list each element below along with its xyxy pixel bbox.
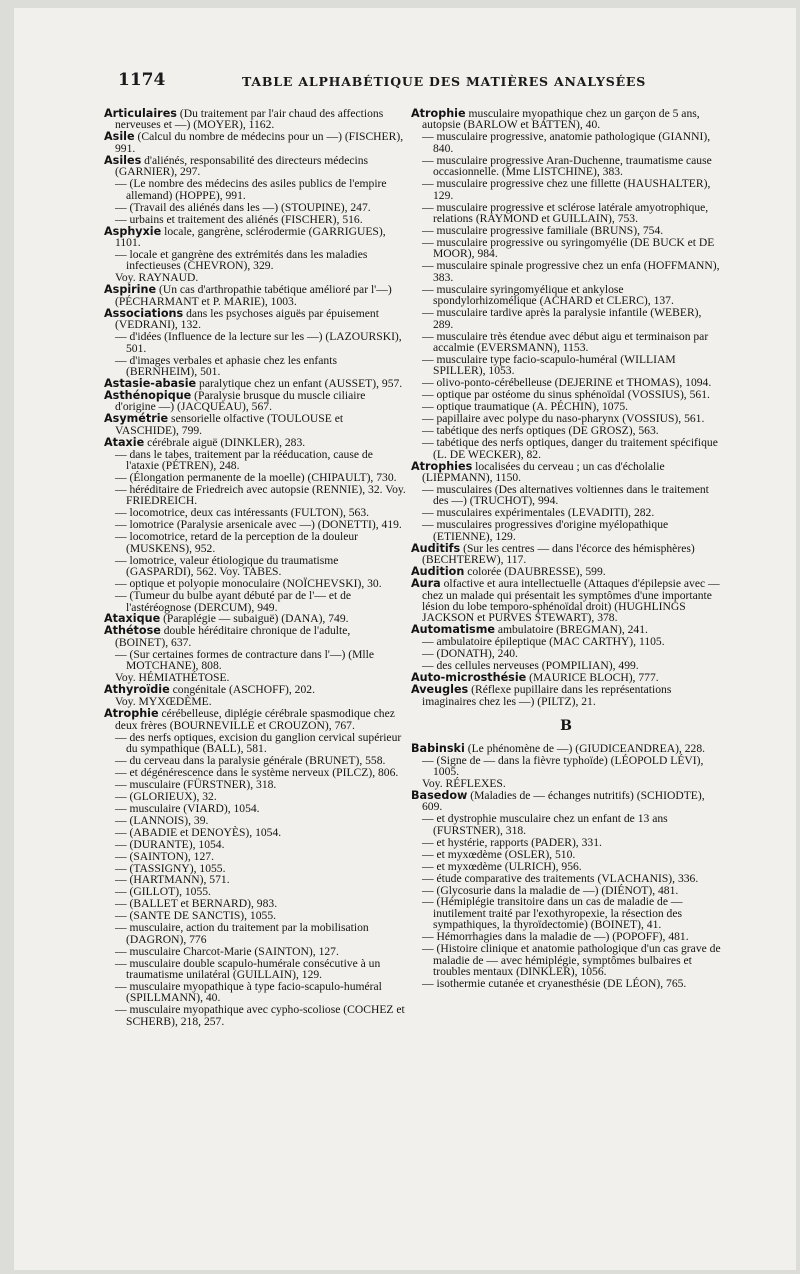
entry-text: — (BALLET et BERNARD), 983. xyxy=(115,897,278,911)
index-subentry xyxy=(411,401,721,412)
entry-headword: Atrophie xyxy=(104,707,159,721)
entry-text: — papillaire avec polype du naso-pharynx (VOSSIUS), 561. xyxy=(422,412,705,426)
index-entry xyxy=(104,108,406,131)
entry-text: — optique par ostéome du sinus sphénoïdal (VOSSIUS), 561. xyxy=(422,388,710,402)
entry-text: — musculaire progressive Aran-Duchenne, traumatisme cause occasionnelle. (Mme LISTCHINE), 383. xyxy=(422,153,712,179)
index-subentry xyxy=(104,958,406,981)
entry-headword: Asymétrie xyxy=(104,412,169,426)
entry-headword: Audition xyxy=(411,565,465,579)
entry-text: Voy. RAYNAUD. xyxy=(115,271,199,285)
index-subentry xyxy=(411,413,721,424)
entry-text: — tabétique des nerfs optiques, danger du traitement spécifique (L. DE WECKER), 82. xyxy=(422,436,718,461)
index-subentry xyxy=(104,898,406,909)
index-column-left xyxy=(104,108,406,1028)
index-subentry xyxy=(411,636,721,647)
entry-text: colorée (DAUBRESSE), 599. xyxy=(464,565,606,579)
index-entry xyxy=(104,613,406,624)
running-title: TABLE ALPHABÉTIQUE DES MATIÈRES ANALYSÉES xyxy=(242,74,647,89)
index-subentry xyxy=(104,791,406,802)
entry-headword: Aveugles xyxy=(411,683,469,697)
index-subentry xyxy=(104,863,406,874)
entry-headword: Athétose xyxy=(104,624,161,638)
index-subentry xyxy=(104,886,406,897)
entry-headword: Aura xyxy=(411,577,441,591)
index-subentry xyxy=(104,803,406,814)
index-subentry xyxy=(411,873,721,884)
index-entry xyxy=(411,790,721,813)
index-entry xyxy=(411,672,721,683)
index-subentry xyxy=(104,214,406,225)
index-subentry xyxy=(411,778,721,789)
index-subentry xyxy=(411,849,721,860)
entry-text: — musculaires (Des alternatives voltiennes dans le traitement des —) (TRUCHOT), 994. xyxy=(422,483,709,508)
entry-text: (MAURICE BLOCH), 777. xyxy=(526,671,659,685)
entry-headword: Asiles xyxy=(104,153,142,167)
index-subentry xyxy=(104,815,406,826)
entry-text: — musculaire myopathique à type facio-scapulo-huméral (SPILLMANN), 40. xyxy=(115,980,382,1005)
entry-text: — (SANTE DE SANCTIS), 1055. xyxy=(115,909,277,923)
entry-text: — (Le nombre des médecins des asiles publics de l'empire allemand) (HOPPE), 991. xyxy=(115,177,387,202)
entry-text: Voy. HÉMIATHÉTOSE. xyxy=(115,671,230,685)
entry-text: olfactive et aura intellectuelle (Attaques d'épilepsie avec — chez un malade qui présentait les symptômes d'une importante lésion du lobe temporo-sphénoïdal droit) (HUGHLINGS JACKSON et PURVES STEWART), 378. xyxy=(422,577,720,625)
index-subentry xyxy=(104,767,406,778)
entry-text: — locale et gangrène des extrémités dans les maladies infectieuses (CHEVRON), 329. xyxy=(115,247,368,273)
entry-text: Voy. MYXŒDÈME. xyxy=(115,695,212,709)
index-subentry xyxy=(411,178,721,201)
index-subentry xyxy=(104,981,406,1004)
index-subentry xyxy=(104,355,406,378)
entry-text: d'aliénés, responsabilité des directeurs médecins (GARNIER), 297. xyxy=(115,153,369,179)
index-subentry xyxy=(411,837,721,848)
entry-text: — (Tumeur du bulbe ayant débuté par de l'— et de l'astéréognose (DERCUM), 949. xyxy=(115,589,352,614)
section-letter: B xyxy=(560,718,572,735)
entry-text: — isothermie cutanée et cryanesthésie (DE LÉON), 765. xyxy=(422,977,687,991)
index-entry xyxy=(104,708,406,731)
entry-text: — (GLORIEUX), 32. xyxy=(115,789,217,803)
entry-text: cérébelleuse, diplégie cérébrale spasmodique chez deux frères (BOURNEVILLE et CROUZON), 767. xyxy=(115,707,395,732)
entry-text: — musculaire, action du traitement par la mobilisation (DAGRON), 776 xyxy=(115,921,369,946)
entry-text: — musculaire progressive familiale (BRUNS), 754. xyxy=(422,224,664,238)
entry-headword: Articulaires xyxy=(104,107,177,120)
entry-text: localisées du cerveau ; un cas d'écholalie (LIEPMANN), 1150. xyxy=(422,459,665,485)
entry-text: musculaire myopathique chez un garçon de 5 ans, autopsie (BARLOW et BATTEN), 40. xyxy=(422,107,700,132)
index-entry xyxy=(104,308,406,331)
entry-text: — musculaire (VIARD), 1054. xyxy=(115,801,260,815)
index-entry xyxy=(411,743,721,754)
entry-text: — et myxœdème (OSLER), 510. xyxy=(422,847,576,861)
entry-text: — tabétique des nerfs optiques (DE GROSZ), 563. xyxy=(422,424,659,438)
entry-headword: Auditifs xyxy=(411,541,461,555)
index-subentry xyxy=(411,131,721,154)
entry-text: — d'images verbales et aphasie chez les enfants (BERNHEIM), 501. xyxy=(115,353,337,378)
entry-text: — ambulatoire épileptique (MAC CARTHY), 1105. xyxy=(422,635,665,649)
index-subentry xyxy=(411,931,721,942)
index-subentry xyxy=(104,672,406,683)
entry-text: sensorielle olfactive (TOULOUSE et VASCHIDE), 799. xyxy=(115,412,344,437)
entry-text: — (SAINTON), 127. xyxy=(115,849,214,863)
entry-text: — locomotrice, deux cas intéressants (FULTON), 563. xyxy=(115,506,370,520)
entry-text: — musculaire spinale progressive chez un enfa (HOFFMANN), 383. xyxy=(422,259,720,284)
entry-text: (Maladies de — échanges nutritifs) (SCHIODTE), 609. xyxy=(422,788,705,814)
index-entry xyxy=(411,108,721,131)
entry-headword: Ataxique xyxy=(104,612,161,626)
entry-text: — musculaire progressive chez une fillette (HAUSHALTER), 129. xyxy=(422,177,711,202)
entry-text: — musculaire progressive ou syringomyélie (DE BUCK et DE MOOR), 984. xyxy=(422,235,715,261)
index-entry xyxy=(411,543,721,566)
entry-text: — héréditaire de Friedreich avec autopsie (RENNIE), 32. Voy. FRIEDREICH. xyxy=(115,483,406,508)
index-subentry xyxy=(104,874,406,885)
index-entry xyxy=(104,684,406,695)
index-subentry xyxy=(104,732,406,755)
entry-text: — (Glycosurie dans la maladie de —) (DIÉNOT), 481. xyxy=(422,883,679,897)
entry-text: — et dystrophie musculaire chez un enfant de 13 ans (FURSTNER), 318. xyxy=(422,812,668,837)
index-subentry xyxy=(411,507,721,518)
index-subentry xyxy=(104,449,406,472)
index-column-right xyxy=(411,108,721,990)
index-subentry xyxy=(411,155,721,178)
entry-headword: Aspirine xyxy=(104,283,157,297)
entry-text: — (Élongation permanente de la moelle) (CHIPAULT), 730. xyxy=(115,471,397,485)
entry-text: (Calcul du nombre de médecins pour un —) (FISCHER), 991. xyxy=(115,130,404,155)
entry-text: — optique traumatique (A. PÉCHIN), 1075. xyxy=(422,400,629,414)
index-subentry xyxy=(411,354,721,377)
entry-text: — musculaires expérimentales (LEVADITI), 282. xyxy=(422,506,655,520)
index-subentry xyxy=(104,649,406,672)
index-subentry xyxy=(104,827,406,838)
index-subentry xyxy=(411,648,721,659)
index-subentry xyxy=(411,943,721,977)
index-subentry xyxy=(411,755,721,778)
index-entry xyxy=(104,284,406,307)
entry-text: — (LANNOIS), 39. xyxy=(115,813,209,827)
entry-text: — et hystérie, rapports (PADER), 331. xyxy=(422,835,602,849)
entry-headword: Asphyxie xyxy=(104,224,162,238)
index-entry xyxy=(104,625,406,648)
entry-text: — (Travail des aliénés dans les —) (STOUPINE), 247. xyxy=(115,200,371,214)
index-entry xyxy=(104,413,406,436)
index-subentry xyxy=(104,555,406,578)
entry-text: — du cerveau dans la paralysie générale (BRUNET), 558. xyxy=(115,753,386,767)
index-subentry xyxy=(104,851,406,862)
index-entry xyxy=(411,684,721,707)
index-subentry xyxy=(411,861,721,872)
index-subentry xyxy=(104,922,406,945)
entry-text: — des nerfs optiques, excision du ganglion cervical supérieur du sympathique (BALL), 581. xyxy=(115,730,402,755)
entry-text: — d'idées (Influence de la lecture sur les —) (LAZOURSKI), 501. xyxy=(115,330,402,355)
entry-text: congénitale (ASCHOFF), 202. xyxy=(169,683,315,697)
entry-text: — (Signe de — dans la fièvre typhoïde) (LÉOPOLD LÉVI), 1005. xyxy=(422,753,704,778)
entry-text: (Réflexe pupillaire dans les représentations imaginaires chez les —) (PILTZ), 21. xyxy=(422,683,672,708)
entry-headword: Asthénopique xyxy=(104,388,192,402)
entry-text: — optique et polyopie monoculaire (NOÏCHEVSKI), 30. xyxy=(115,577,382,591)
index-subentry xyxy=(104,331,406,354)
index-subentry xyxy=(411,284,721,307)
entry-text: — musculaire Charcot-Marie (SAINTON), 127. xyxy=(115,944,339,958)
entry-text: locale, gangrène, sclérodermie (GARRIGUES), 1101. xyxy=(115,224,386,249)
entry-text: (Paraplégie — subaiguë) (DANA), 749. xyxy=(160,612,349,626)
entry-text: — musculaire progressive et sclérose latérale amyotrophique, relations (RAYMOND et GUILLAIN), 753. xyxy=(422,200,709,226)
index-subentry xyxy=(104,910,406,921)
index-subentry xyxy=(104,484,406,507)
entry-text: — et dégénérescence dans le système nerveux (PILCZ), 806. xyxy=(115,765,399,779)
entry-text: — olivo-ponto-cérébelleuse (DEJERINE et THOMAS), 1094. xyxy=(422,376,712,390)
entry-text: — lomotrice (Paralysie arsenicale avec —) (DONETTI), 419. xyxy=(115,518,402,532)
entry-text: — et myxœdème (ULRICH), 956. xyxy=(422,859,582,873)
entry-text: — (DONATH), 240. xyxy=(422,647,518,661)
index-subentry xyxy=(104,755,406,766)
index-subentry xyxy=(411,237,721,260)
entry-headword: Athyroïdie xyxy=(104,683,170,697)
entry-text: — (Hémiplégie transitoire dans un cas de maladie de — inutilement traité par l'exothyropexie, la résection des sympathiques, la thyroïdectomie) (BOINET), 41. xyxy=(422,895,683,932)
entry-text: — (Histoire clinique et anatomie pathologique d'un cas grave de maladie de — avec hémiplégie, symptômes bulbaires et troubles mentaux (DINKLER), 1056. xyxy=(422,942,721,979)
entry-text: — musculaire tardive après la paralysie infantile (WEBER), 289. xyxy=(422,306,702,331)
index-subentry xyxy=(104,178,406,201)
entry-text: — locomotrice, retard de la perception de la douleur (MUSKENS), 952. xyxy=(115,530,359,555)
entry-text: (Paralysie brusque du muscle ciliaire d'origine —) (JACQUEAU), 567. xyxy=(115,388,366,414)
entry-text: double héréditaire chronique de l'adulte, (BOINET), 637. xyxy=(115,624,351,649)
index-subentry xyxy=(411,425,721,436)
entry-text: — étude comparative des traitements (VLACHANIS), 336. xyxy=(422,871,699,885)
entry-headword: Atrophie xyxy=(411,107,466,120)
index-subentry xyxy=(411,519,721,542)
index-subentry xyxy=(104,531,406,554)
entry-text: (Sur les centres — dans l'écorce des hémisphères) (BECHTEREW), 117. xyxy=(422,541,695,567)
entry-text: — (HARTMANN), 571. xyxy=(115,873,230,887)
entry-headword: Ataxie xyxy=(104,435,145,449)
entry-text: — musculaire (FÜRSTNER), 318. xyxy=(115,777,277,791)
index-subentry xyxy=(104,578,406,589)
entry-text: — musculaire myopathique avec cypho-scoliose (COCHEZ et SCHERB), 218, 257. xyxy=(115,1003,405,1028)
index-subentry xyxy=(411,377,721,388)
index-subentry xyxy=(411,885,721,896)
entry-text: (Un cas d'arthropathie tabétique amélioré par l'—) (PÉCHARMANT et P. MARIE), 1003. xyxy=(115,283,392,308)
entry-text: (Le phénomène de —) (GIUDICEANDREA), 228. xyxy=(464,741,706,755)
entry-text: cérébrale aiguë (DINKLER), 283. xyxy=(144,435,306,449)
entry-headword: Basedow xyxy=(411,788,468,802)
entry-text: — musculaire très étendue avec début aigu et terminaison par accalmie (EVERSMANN), 1153. xyxy=(422,329,709,355)
index-subentry xyxy=(411,307,721,330)
index-subentry xyxy=(104,590,406,613)
entry-text: — musculaires progressives d'origine myélopathique (ETIENNE), 129. xyxy=(422,518,669,543)
index-entry xyxy=(104,226,406,249)
index-subentry xyxy=(104,249,406,272)
entry-headword: Astasie-abasie xyxy=(104,376,197,390)
index-entry xyxy=(104,437,406,448)
index-subentry xyxy=(411,331,721,354)
entry-headword: Asile xyxy=(104,130,135,144)
entry-text: Voy. RÉFLEXES. xyxy=(422,776,506,790)
index-subentry xyxy=(104,519,406,530)
entry-text: — lomotrice, valeur étiologique du traumatisme (GASPARDI), 562. Voy. TABES. xyxy=(115,553,339,579)
entry-text: — musculaire type facio-scapulo-huméral (WILLIAM SPILLER), 1053. xyxy=(422,353,676,378)
entry-text: — musculaire double scapulo-humérale consécutive à un traumatisme unilatéral (GUILLAIN), 129. xyxy=(115,956,381,982)
index-subentry xyxy=(411,437,721,460)
entry-text: ambulatoire (BREGMAN), 241. xyxy=(494,623,648,637)
index-entry xyxy=(104,131,406,154)
index-subentry xyxy=(411,225,721,236)
entry-text: — (GILLOT), 1055. xyxy=(115,885,211,899)
index-entry xyxy=(104,155,406,178)
entry-text: — (ABADIE et DENOYÈS), 1054. xyxy=(115,825,282,839)
entry-text: dans les psychoses aiguës par épuisement (VEDRANI), 132. xyxy=(115,306,379,332)
entry-text: (Du traitement par l'air chaud des affections nerveuses et —) (MOYER), 1162. xyxy=(115,107,384,132)
index-subentry xyxy=(104,696,406,707)
entry-text: — musculaire syringomyélique et ankylose spondylorhizomélique (ACHARD et CLERC), 137. xyxy=(422,282,674,308)
index-subentry xyxy=(104,272,406,283)
index-entry xyxy=(411,461,721,484)
index-subentry xyxy=(104,779,406,790)
entry-headword: Atrophies xyxy=(411,459,473,473)
index-entry xyxy=(411,624,721,635)
index-subentry xyxy=(104,507,406,518)
index-entry xyxy=(104,378,406,389)
entry-text: — Hémorrhagies dans la maladie de —) (POPOFF), 481. xyxy=(422,930,689,944)
entry-text: — dans le tabes, traitement par la rééducation, cause de l'ataxie (PÉTREN), 248. xyxy=(115,447,373,473)
index-subentry xyxy=(104,839,406,850)
page-number: 1174 xyxy=(118,70,166,90)
entry-text: paralytique chez un enfant (AUSSET), 957. xyxy=(196,376,403,390)
entry-text: — musculaire progressive, anatomie pathologique (GIANNI), 840. xyxy=(422,130,711,155)
entry-text: — (DURANTE), 1054. xyxy=(115,837,225,851)
entry-text: — (Sur certaines formes de contracture dans l'—) (Mlle MOTCHANE), 808. xyxy=(115,647,374,673)
index-subentry xyxy=(104,472,406,483)
index-subentry xyxy=(104,946,406,957)
page-header xyxy=(118,70,756,92)
book-page xyxy=(14,8,796,1270)
entry-headword: Associations xyxy=(104,306,184,320)
entry-text: — urbains et traitement des aliénés (FISCHER), 516. xyxy=(115,212,363,226)
index-entry xyxy=(411,566,721,577)
index-subentry xyxy=(411,484,721,507)
entry-text: — (TASSIGNY), 1055. xyxy=(115,861,226,875)
index-entry xyxy=(104,390,406,413)
index-subentry xyxy=(104,1004,406,1027)
entry-text: — des cellules nerveuses (POMPILIAN), 499. xyxy=(422,659,639,673)
index-subentry xyxy=(411,978,721,989)
index-entry xyxy=(411,578,721,624)
index-subentry xyxy=(411,260,721,283)
entry-headword: Auto-microsthésie xyxy=(411,671,527,685)
entry-headword: Automatisme xyxy=(411,623,495,637)
entry-headword: Babinski xyxy=(411,741,465,755)
index-subentry xyxy=(104,202,406,213)
index-subentry xyxy=(411,813,721,836)
index-subentry xyxy=(411,202,721,225)
index-subentry xyxy=(411,896,721,930)
index-subentry xyxy=(411,660,721,671)
